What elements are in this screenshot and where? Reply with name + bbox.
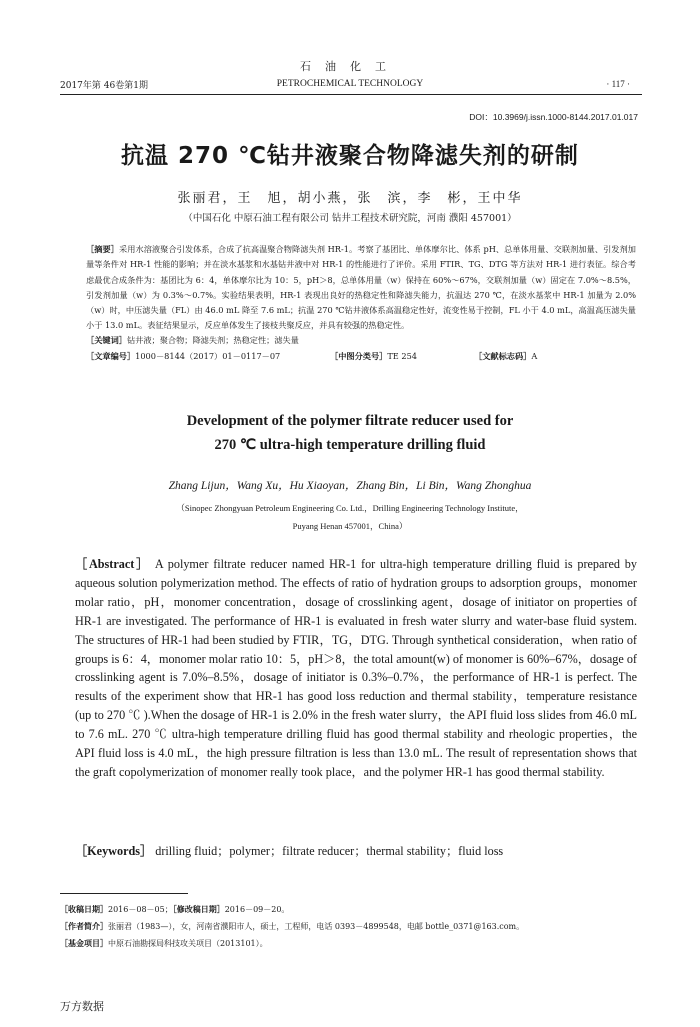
affiliation-en-line1: （Sinopec Zhongyuan Petroleum Engineering Co. Ltd.，Drilling Engineering Technology Institute， [176,503,524,513]
title-en-line1: Development of the polymer filtrate reducer used for [186,413,514,429]
abstract-cn [86,242,636,334]
article-number-label: ［文章编号］ [86,351,136,361]
journal-name-cn: 石油化工 [300,60,400,73]
authors-cn: 张丽君，王 旭，胡小燕，张 滨，李 彬，王中华 [177,191,523,206]
authors-en: Zhang Lijun，Wang Xu，Hu Xiaoyan，Zhang Bin，Li Bin，Wang Zhonghua [168,480,532,492]
keywords-cn-text: 钻井液；聚合物；降滤失剂；热稳定性；滤失量 [126,335,299,345]
clc-number-label: ［中图分类号］ [330,351,388,361]
watermark: 万方数据 [60,1000,104,1013]
document-code: ［文献标志码］A [474,351,538,361]
abstract-en-label: ［Abstract］ [75,557,151,571]
footnotes [60,901,650,952]
page-number: · 117 · [606,79,630,89]
abstract-cn-label: ［摘要］ [86,244,119,254]
journal-name-en: PETROCHEMICAL TECHNOLOGY [276,79,424,89]
abstract-cn-text: 采用水溶液聚合引发体系，合成了抗高温聚合物降滤失剂 HR-1。考察了基团比、单体摩尔比、体系 pH、总单体用量、交联剂加量、引发剂加量等条件对 HR-1 性能的影响；并在淡水基浆和水基钻井液中对 HR-1 的性能进行了评价。采用 FTIR、TG、DTG 等方法对 HR-1 进行表征。综合考虑最优合成条件为：基团比为 6：4，单体摩尔比为 10：5，pH＞8，总单体用量（w）保持在 60%～67%，交联剂加量（w）固定在 7.0%～8.5%，引发剂加量（w）为 0.3%～0.7%。实验结果表明，HR-1 表现出良好的热稳定性和降滤失能力，抗温达 270 ℃，在淡水基浆中 HR-1 加量为 2.0%（w）时，中压滤失量（FL）由 46.0 mL 降至 7.6 mL；抗温 270 ℃钻井液体系高温稳定性好，流变性易于控制，FL 小于 4.0 mL，高温高压滤失量小于 13.0 mL。表征结果显示，反应单体发生了接枝共聚反应，并具有较强的热稳定性。 [86,244,636,331]
title-en [0,409,700,457]
article-number: ［文章编号］1000－8144（2017）01－0117－07 [86,351,281,361]
title-en-line2: 270 ℃ ultra-high temperature drilling fluid [214,437,486,453]
keywords-cn [86,333,636,348]
abstract-en-text: A polymer filtrate reducer named HR-1 for ultra-high temperature drilling fluid is prepared by aqueous solution polymerization method. The effects of ratio of hydration groups to adsorption groups，monomer molar ratio，pH，monomer concentration，dosage of crosslinking agent，dosage of initiator on properties of HR-1 are investigated. The performance of HR-1 is evaluated in fresh water slurry and water-base fluid system. The structures of HR-1 had been studied by FTIR，TG，DTG. Through synthetical consideration，when ratio of groups is 6：4，monomer molar ratio 10：5，pH＞8，the total amount(w) of monomer is 60%–67%，dosage of crosslinking agent is 7.0%–8.5%，dosage of initiator is 0.3%–0.7%，the performance of HR-1 is perfect. The results of the experiment show that HR-1 has good loss reduction and thermal stability，temperature resistance (up to 270 ℃ ).When the dosage of HR-1 is 2.0% in the fresh water slurry，the API fluid loss slides from 46.0 mL to 7.6 mL. 270 ℃ ultra-high temperature drilling fluid has good thermal stability and rheologic properties，the API fluid loss is 4.0 mL，the high pressure filtration is less than 13.0 mL. The result of representation shows that the graft copolymerization of monomer really took place，and the polymer HR-1 has good thermal stability. [75,557,637,779]
header-rule [60,94,642,95]
abstract-en [75,555,637,782]
affiliation-en [0,499,700,535]
footnote-fund: ［基金项目］中原石油勘探局科技攻关项目（2013101）。 [60,938,268,948]
keywords-en-text: drilling fluid；polymer；filtrate reducer；thermal stability；fluid loss [155,844,504,858]
document-code-label: ［文献标志码］ [474,351,532,361]
clc-number: ［中图分类号］TE 254 [330,351,417,361]
footnote-dates: ［收稿日期］2016－08－05；［修改稿日期］2016－09－20。 [60,904,290,914]
title-cn: 抗温 270 ℃钻井液聚合物降滤失剂的研制 [121,143,579,169]
keywords-en-label: ［Keywords］ [75,844,153,858]
affiliation-cn: （中国石化 中原石油工程有限公司 钻井工程技术研究院，河南 濮阳 457001） [183,213,517,224]
doi: DOI：10.3969/j.issn.1000-8144.2017.01.017 [469,112,638,122]
keywords-cn-label: ［关键词］ [86,335,127,345]
footnote-rule [60,893,188,894]
issue-info: 2017年第 46卷第1期 [60,81,148,91]
affiliation-en-line2: Puyang Henan 457001，China） [292,521,408,531]
keywords-en [75,842,637,859]
footnote-author: ［作者简介］张丽君（1983—），女，河南省濮阳市人，硕士，工程师，电话 0393－4899548，电邮 bottle_0371@163.com。 [60,921,525,931]
